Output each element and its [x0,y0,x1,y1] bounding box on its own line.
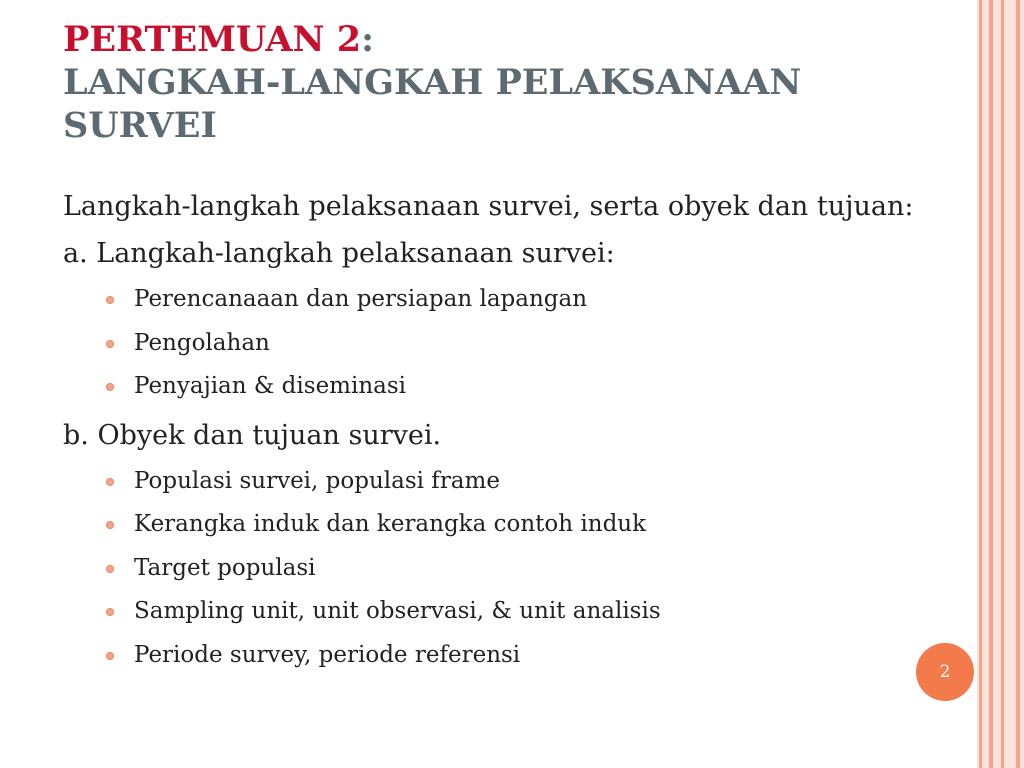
bullet-icon [106,296,114,304]
bullet-icon [106,652,114,660]
list-item [106,322,923,366]
list-item [106,278,923,322]
list-item [106,590,923,634]
section-heading-b: b. Obyek dan tujuan survei. [63,419,442,451]
list-item-text: Target populasi [134,554,316,581]
list-item [106,547,923,591]
list-item [106,634,923,678]
bullet-icon [106,565,114,573]
list-item [106,503,923,547]
page-number-badge: 2 [916,643,974,701]
list-item-text: Kerangka induk dan kerangka contoh induk [134,511,647,537]
list-item-text: Perencanaaan dan persiapan lapangan [134,286,588,312]
list-item [106,460,923,504]
bullet-icon [106,608,114,616]
list-item-text: Penyajian & diseminasi [134,373,407,399]
decorative-stripe [1001,0,1004,768]
section-heading-a: a. Langkah-langkah pelaksanaan survei: [63,238,615,269]
slide-body [63,186,923,683]
list-item-text: Sampling unit, unit observasi, & unit analisis [134,598,661,624]
list-item-text: Populasi survei, populasi frame [134,467,500,494]
title-line-2: LANGKAH-LANGKAH PELAKSANAAN [63,62,802,103]
title-accent: PERTEMUAN 2 [63,19,362,60]
list-item-text: Periode survey, periode referensi [134,641,521,668]
title-separator: : [361,19,374,60]
lead-paragraph: Langkah-langkah pelaksanaan survei, serta obyek dan tujuan: [63,191,914,222]
list-item [106,365,923,409]
bullet-icon [106,340,114,348]
list-item-text: Pengolahan [134,329,270,356]
bullet-list-a [63,278,923,409]
decorative-stripe [989,0,993,768]
decorative-stripe [1016,0,1020,768]
bullet-list-b [63,460,923,678]
title-line-3: SURVEI [63,105,217,146]
slide-title [63,18,943,147]
bullet-icon [106,478,114,486]
bullet-icon [106,521,114,529]
decorative-stripe [979,0,982,768]
bullet-icon [106,383,114,391]
